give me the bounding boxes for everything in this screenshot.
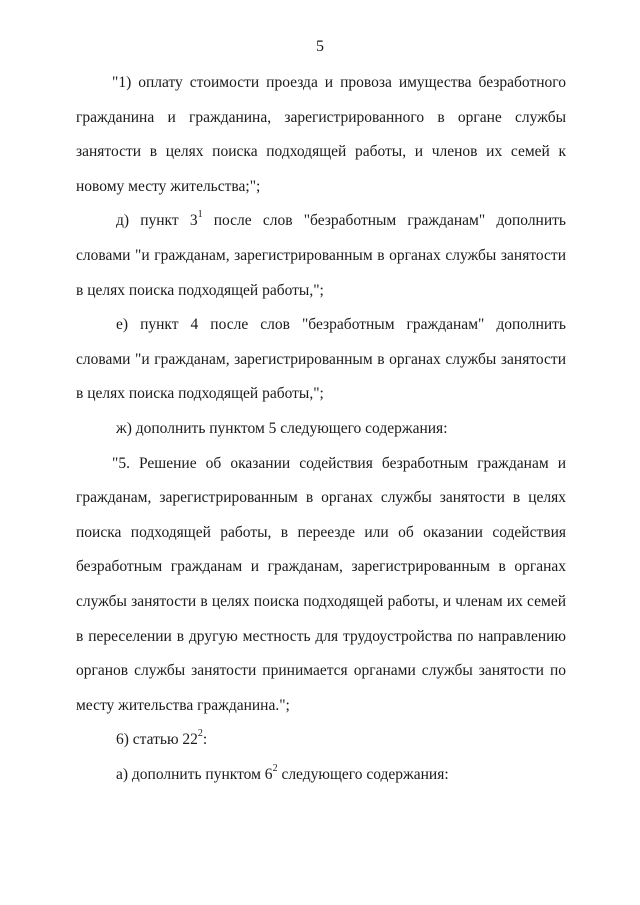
paragraph-item-a: [76, 758, 566, 793]
paragraph-point-5: [76, 447, 566, 724]
paragraph-item-e: [76, 308, 566, 412]
paragraph-item-6: [76, 723, 566, 758]
paragraph-text-before: 6) статью 22: [116, 731, 198, 749]
paragraph-text-before: а) дополнить пунктом 6: [116, 765, 273, 783]
paragraph-text-after: после слов "безработным гражданам" дополнить словами "и гражданам, зарегистрированным в органах службы занятости в целях поиска подходящей работы,";: [76, 212, 566, 299]
superscript: 2: [197, 728, 203, 740]
paragraph-item-zh: [76, 412, 566, 447]
paragraph-text: "5. Решение об оказании содействия безработным гражданам и гражданам, зарегистрированным в органах службы занятости в целях поиска подходящей работы, в переезде или об оказании содействия безработным гражданам и гражданам, зарегистрированным в органах службы занятости в целях поиска подходящей работы, и членам их семей в переселении в другую местность для трудоустройства по направлению органов службы занятости принимается органами службы занятости по месту жительства гражданина.";: [76, 454, 566, 714]
superscript: 2: [272, 762, 278, 774]
paragraph-item-d: [76, 204, 566, 308]
paragraph-text-after: следующего содержания:: [277, 765, 449, 783]
paragraph-amendment-1: [76, 66, 566, 204]
page-number: 5: [316, 38, 324, 55]
paragraph-text: ж) дополнить пунктом 5 следующего содержания:: [116, 419, 448, 437]
paragraph-text: е) пункт 4 после слов "безработным гражданам" дополнить словами "и гражданам, зарегистрированным в органах службы занятости в целях поиска подходящей работы,";: [76, 316, 566, 403]
superscript: 1: [197, 209, 203, 221]
document-body: [76, 66, 566, 792]
paragraph-text: "1) оплату стоимости проезда и провоза имущества безработного гражданина и гражданина, зарегистрированного в органе службы занятости в целях поиска подходящей работы, и членов их семей к новому месту жительства;";: [76, 74, 566, 195]
paragraph-text-after: :: [202, 731, 208, 749]
paragraph-text-before: д) пункт 3: [116, 212, 198, 230]
